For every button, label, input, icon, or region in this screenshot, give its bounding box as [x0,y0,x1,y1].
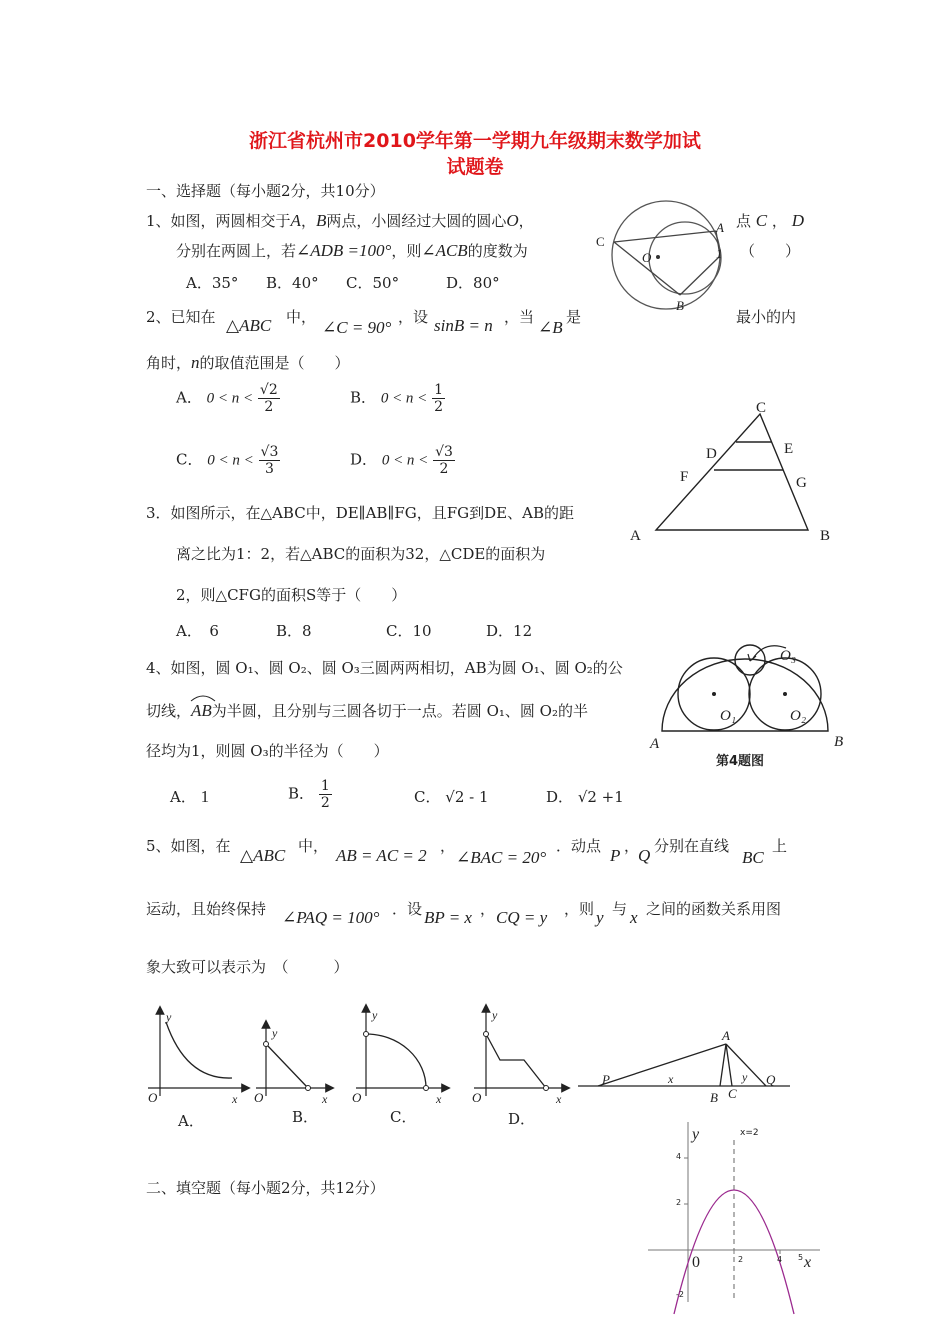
parabola-origin-label: 0 [692,1254,700,1271]
q5-line2-b: ．设 [392,900,423,918]
q1-text-2: 两点，小圆经过大圆的圆心 [326,212,507,230]
q2-option-b-den: 2 [434,399,444,415]
q3-line-3: 2，则△CFG的面积S等于（ ） [176,586,407,604]
q3-label-e: E [784,441,794,457]
parabola-y-label: y [692,1126,700,1143]
parabola-symmetry-label: x=2 [740,1128,759,1138]
q5-text-6: 分别在直线 [654,837,730,855]
q2-option-c-num: √3 [260,444,279,460]
graph-d-y-label: y [492,1008,498,1022]
q1-line2b: ，则 [391,242,422,260]
parabola-tick-label-x2: 2 [738,1255,744,1264]
q4-label-b: B [834,734,844,750]
q2-option-c-den: 3 [265,461,274,477]
graph-c-origin: O [352,1090,362,1105]
q2-line2-text: 角时， [146,354,192,372]
q2-math-sinb: sinB = n [434,316,493,335]
q5-math-cq: CQ = y [496,908,548,927]
q1-point-c: C [755,211,768,230]
q2-math-triangle: △ABC [226,316,272,335]
q5-line2-c: ， [480,900,496,918]
q5-fig-label-c: C [728,1086,737,1101]
q1-option-a: A．35° [186,274,239,292]
q4-label-o1: O₁ [720,708,737,724]
q2-option-c-expr: 0 < n < [207,452,254,469]
q4-label-a: A [650,736,660,752]
q2-option-d-num: √3 [435,444,453,460]
page-title: 浙江省杭州市2010学年第一学期九年级期末数学加试 [249,130,701,152]
q2-option-a-num: √2 [259,382,278,398]
q1-point-b: B [315,211,327,230]
q1-answer-paren: （ ） [740,242,801,260]
q5-math-ab-ac: AB = AC = 2 [336,846,427,865]
q4-arc-text: AB [191,701,212,720]
q2-option-a-expr: 0 < n < [206,390,254,407]
q3-label-c: C [756,400,767,416]
q4-option-c-value: √2 - 1 [445,788,489,806]
q4-option-b-num: 1 [320,778,330,794]
page-subtitle: 试题卷 [446,156,504,178]
q3-line-1: 3．如图所示，在△ABC中，DE∥AB∥FG，且FG到DE、AB的距 [146,504,574,522]
parabola-tick-label-x4: 4 [777,1255,783,1264]
q1-text: 1、如图，两圆相交于 [146,212,291,230]
q5-math-angle-paq: ∠PAQ = 100° [282,908,380,927]
q5-text-5: ， [624,837,640,855]
q5-math-bp: BP = x [424,908,472,927]
graph-c-y-label: y [372,1008,378,1022]
q2-option-b-expr: 0 < n < [380,390,428,407]
q4-figure-caption: 第4题图 [716,754,765,769]
q2-option-a-den: 2 [264,399,274,415]
q2-option-d-expr: 0 < n < [381,452,429,469]
q5-fig-label-x: x [668,1072,674,1086]
q2-n: n [191,353,200,372]
graph-d-x-label: x [556,1092,562,1106]
q1-sep: ， [771,212,787,230]
q5-line-3: 象大致可以表示为 （ ） [146,958,349,976]
graph-b-x-label: x [322,1092,328,1106]
q1-fig-label-c: C [596,234,605,249]
parabola-tick-label-y2: 2 [676,1198,682,1207]
q4-label-o3: O₃ [780,648,797,664]
section-heading-choice: 一、选择题（每小题2分，共10分） [146,182,385,200]
graph-a-origin: O [148,1090,158,1105]
q1-fig-label-o: O [642,250,652,265]
q5-text-3: ， [440,837,456,855]
q1-option-d: D．80° [446,274,500,292]
parabola-tick-label-y4: 4 [676,1152,682,1161]
q2-option-a-label: A． [176,388,202,407]
q4-option-a-value: 1 [200,787,210,806]
q4-line2-a: 切线， [146,702,192,720]
q3-option-a: A． 6 [176,622,219,640]
q1-point-d: D [791,211,804,230]
q4-option-b-label: B． [288,784,315,803]
q2-text-2: 中， [286,308,317,326]
q2-line2-text-b: 的取值范围是（ ） [199,354,350,372]
q3-label-g: G [796,475,807,491]
graph-b-caption: B． [292,1108,319,1126]
q2-option-d-label: D． [350,450,378,469]
q5-fig-label-y: y [742,1070,748,1084]
graph-a-caption: A． [178,1112,204,1130]
q4-line-3: 径均为1，则圆 O₃的半径为（ ） [146,742,389,760]
q1-fig-label-d: 1 [716,246,723,261]
q5-math-angle-bac: ∠BAC = 20° [456,848,547,867]
q5-text-1: 5、如图，在 [146,837,231,855]
q5-math-q: Q [638,846,651,865]
parabola-tick-label-ym2: -2 [676,1290,684,1299]
q2-option-b-label: B． [350,388,377,407]
q2-text-4: ，当 [504,308,535,326]
q1-ask: ∠ACB [421,241,468,260]
q3-option-b: B．8 [276,622,312,640]
graph-a-y-label: y [166,1010,172,1024]
q5-text-4: ．动点 [556,837,602,855]
section-heading-fill: 二、填空题（每小题2分，共12分） [146,1179,385,1197]
parabola-x-label: x [804,1254,812,1271]
q2-option-c-label: C． [176,450,203,469]
q1-fig-label-b: B [676,298,684,313]
q5-line2-d: ，则 [564,900,595,918]
q1-condition: ∠ADB =100° [296,241,392,260]
q2-math-angle-c: ∠C = 90° [322,318,392,337]
q2-math-angle-b: ∠B [538,318,563,337]
q2-option-b-num: 1 [434,382,444,398]
q5-fig-label-a: A [722,1028,730,1043]
q2-text-5: 是 [566,308,582,326]
q5-math-x: x [630,908,638,927]
q3-label-a: A [630,528,641,544]
graph-c-x-label: x [436,1092,442,1106]
q4-line2-b: 为半圆，且分别与三圆各切于一点。若圆 O₁、圆 O₂的半 [211,702,588,720]
q4-option-c-label: C． [414,788,441,806]
q3-line-2: 离之比为1：2，若△ABC的面积为32，△CDE的面积为 [176,545,546,563]
graph-a-x-label: x [232,1092,238,1106]
q5-math-p: P [610,846,621,865]
q1-point-o: O [506,211,519,230]
q5-line2-e: 与 [612,900,628,918]
q5-math-triangle: △ABC [240,846,286,865]
q4-option-b-den: 2 [320,795,330,811]
q5-math-bc: BC [742,848,764,867]
q5-fig-label-p: P [602,1072,610,1087]
q3-label-f: F [680,469,689,485]
graph-d-caption: D． [508,1110,536,1128]
graph-b-origin: O [254,1090,264,1105]
q3-option-d: D．12 [486,622,533,640]
parabola-tick-label-x5: 5 [798,1253,804,1262]
q4-option-d-label: D． [546,788,574,806]
q5-fig-label-b: B [710,1090,718,1105]
q4-option-d-value: √2 +1 [577,788,624,806]
q2-text-6: 最小的内 [736,308,797,326]
q5-line2-f: 之间的函数关系用图 [646,900,782,918]
q1-comma-2: ， [518,212,534,230]
q3-label-d: D [706,446,717,462]
q1-comma: ， [300,212,316,230]
q1-point-a: A [290,211,301,230]
q5-math-y: y [596,908,604,927]
q5-line2-a: 运动，且始终保持 [146,900,267,918]
q1-line2: 分别在两圆上，若 [176,242,297,260]
q5-text-7: 上 [772,837,788,855]
graph-d-origin: O [472,1090,482,1105]
graph-c-caption: C． [390,1108,417,1126]
graph-b-y-label: y [272,1026,278,1040]
q1-option-b: B．40° [266,274,319,292]
q4-line-1: 4、如图，圆 O₁、圆 O₂、圆 O₃三圆两两相切，AB为圆 O₁、圆 O₂的公 [146,659,623,677]
q5-text-2: 中， [298,837,329,855]
q2-option-d-den: 2 [439,461,449,477]
q1-fig-label-a: A [716,220,724,235]
q1-line2c: 的度数为 [467,242,528,260]
q3-option-c: C．10 [386,622,432,640]
q2-text-1: 2、已知在 [146,308,216,326]
q3-label-b: B [820,528,831,544]
q1-option-c: C．50° [346,274,400,292]
q2-text-3: ，设 [398,308,429,326]
q4-label-o2: O₂ [790,708,807,724]
q5-fig-label-q: Q [766,1072,776,1087]
q1-text-3: 点 [736,212,752,230]
q4-option-a-label: A． [170,788,196,806]
